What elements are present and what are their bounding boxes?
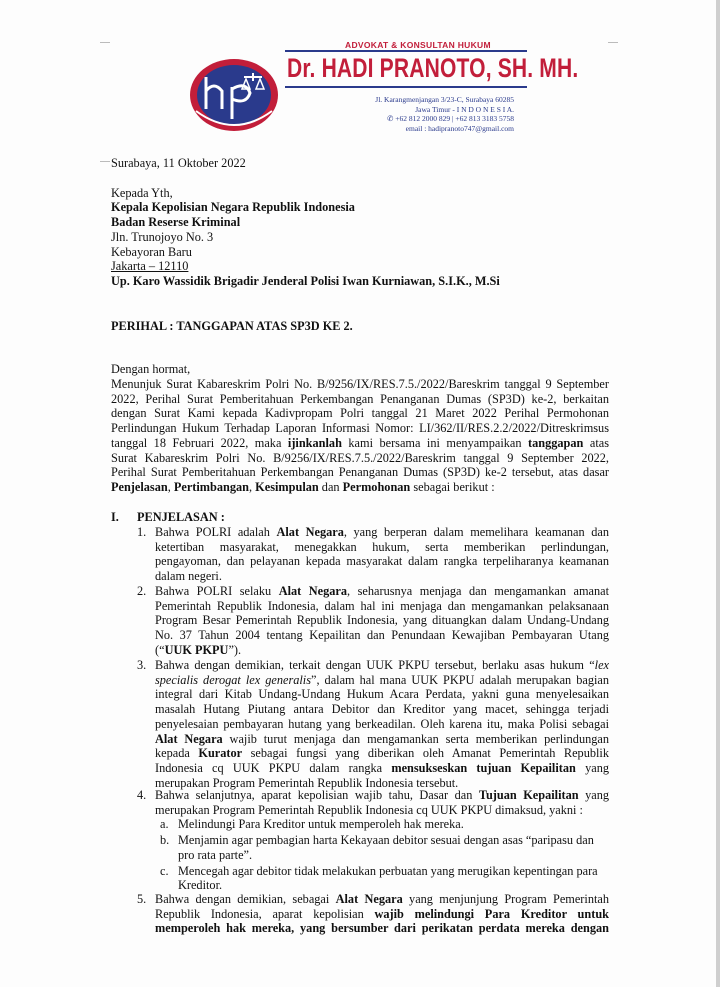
bold-text: Pertimbangan	[173, 479, 250, 494]
sub-item-line: Kreditor.	[178, 878, 223, 893]
bold-text: wajib melindungi Para Kreditor untuk	[374, 906, 609, 921]
list-item-line: masalah Hutang Piutang antara Debitor dan Kreditor yang macet, sehingga terjadi	[155, 702, 609, 717]
list-item-line: (“UUK PKPU”).	[155, 642, 242, 657]
bold-text: ijinkanlah	[287, 435, 342, 450]
date-line: Surabaya, 11 Oktober 2022	[111, 156, 246, 170]
letterhead-email: email : hadipranoto747@gmail.com	[405, 123, 514, 133]
sub-item-line: Menjamin agar pembagian harta Kekayaan debitor sesuai dengan asas “paripasu dan	[178, 833, 594, 848]
list-item-number: 5.	[137, 892, 147, 906]
list-item-line: specialis derogat lex generalis”, dalam hal mana UUK PKPU adalah merupakan bagian	[155, 672, 609, 687]
crop-mark	[608, 42, 618, 43]
intro-line: Penjelasan, Pertimbangan, Kesimpulan dan Permohonan sebagai berikut :	[111, 479, 495, 494]
list-item-line: Alat Negara wajib turut menjaga dan mengamankan serta memberikan perlindungan	[155, 731, 609, 746]
crop-mark	[100, 161, 110, 162]
bold-text: Alat Negara	[335, 892, 403, 906]
letterhead-rule	[285, 50, 527, 52]
italic-text: lex	[594, 658, 609, 672]
recipient-line: Kepala Kepolisian Negara Republik Indonesia	[111, 200, 355, 214]
intro-line: Perlindungan Hukum Terhadap Laporan Informasi Nomor: LI/362/II/RES.2.2/2022/Ditreskrimsus	[111, 421, 609, 436]
recipient-line: Badan Reserse Kriminal	[111, 215, 241, 229]
list-item-number: 2.	[137, 584, 147, 598]
sub-item-letter: a.	[160, 817, 169, 832]
recipient-line: Kebayoran Baru	[111, 245, 192, 259]
bold-text: Alat Negara	[278, 584, 348, 598]
list-item-line: Program Besar Pemerintah Republik Indonesia, yang dituangkan dalam Undang-Undang	[155, 613, 609, 628]
recipient-salutation: Kepada Yth,	[111, 186, 173, 200]
list-item-line: merupakan Program Pemerintah Republik Indonesia cq UUK PKPU dimaksud, yakni :	[155, 802, 583, 817]
list-item-line: Bahwa dengan demikian, terkait dengan UUK PKPU tersebut, berlaku asas hukum “lex	[155, 658, 609, 672]
recipient-attention: Up. Karo Wassidik Brigadir Jenderal Polisi Iwan Kurniawan, S.I.K., M.Si	[111, 274, 500, 288]
bold-text: memperoleh hak mereka, yang bersumber dari perikatan perdata mereka dengan	[155, 921, 609, 936]
hp-logo-icon	[188, 57, 280, 133]
list-item-number: 1.	[137, 525, 147, 539]
bold-text: mensukseskan tujuan Kepailitan	[391, 760, 576, 775]
letterhead-address-line: Jawa Timur - I N D O N E S I A.	[415, 104, 514, 114]
intro-line: Menunjuk Surat Kabareskrim Polri No. B/9256/IX/RES.7.5./2022/Bareskrim tanggal 9 September	[111, 377, 609, 391]
bold-text: Kesimpulan	[255, 479, 319, 494]
list-item-line: Pemerintah Republik Indonesia, dalam hal ini menjaga dan mengamankan pelaksanaan	[155, 598, 609, 613]
letterhead-title: ADVOKAT & KONSULTAN HUKUM	[345, 40, 491, 50]
list-item-line: Bahwa selanjutnya, aparat kepolisian wajib tahu, Dasar dan Tujuan Kepailitan yang	[155, 788, 609, 802]
page-edge-shadow	[716, 0, 720, 987]
recipient-line: Jln. Trunojoyo No. 3	[111, 230, 214, 244]
list-item-number: 3.	[137, 658, 147, 672]
bold-text: Kurator	[198, 746, 243, 761]
sub-item-letter: c.	[160, 863, 169, 878]
list-item-line: Bahwa POLRI selaku Alat Negara, seharusnya menjaga dan mengamankan amanat	[155, 584, 610, 598]
bold-text: tanggapan	[528, 435, 584, 450]
list-item-line: Bahwa POLRI adalah Alat Negara, yang berperan dalam memelihara keamanan dan	[155, 525, 609, 539]
bold-text: Permohonan	[342, 479, 411, 494]
list-item-line: Indonesia cq UUK PKPU dalam rangka mensukseskan tujuan Kepailitan yang	[155, 760, 609, 775]
letterhead-phones: ✆ +62 812 2000 829 | +62 813 3183 5758	[387, 114, 514, 124]
bold-text: UUK PKPU	[164, 642, 229, 657]
intro-line: dengan Surat Kami kepada Kadivpropam Polri tanggal 21 Maret 2022 Perihal Permohonan	[111, 406, 609, 421]
list-item-line: kepada Kurator sebagai fungsi yang diberikan oleh Amanat Pemerintah Republik	[155, 746, 609, 761]
list-item-line: Republik Indonesia, aparat kepolisian wajib melindungi Para Kreditor untuk	[155, 906, 609, 921]
bold-text: Alat Negara	[155, 731, 223, 746]
bold-text: Penjelasan	[111, 479, 168, 494]
letterhead-address-line: Jl. Karangmenjangan 3/23-C, Surabaya 60285	[375, 95, 514, 104]
sub-item-line: pro rata parte”.	[178, 847, 253, 862]
bold-text: Tujuan Kepailitan	[478, 788, 579, 802]
letterhead-name: Dr. HADI PRANOTO, SH. MH.	[287, 53, 579, 83]
list-item-line: No. 37 Tahun 2004 tentang Kepailitan dan Penundaan Kewajiban Pembayaran Utang	[155, 628, 609, 643]
list-item-number: 4.	[137, 788, 147, 802]
list-item-line: dalam negeri.	[155, 569, 222, 584]
list-item-line	[155, 921, 609, 936]
list-item-line: integral dari Kitab Undang-Undang Hukum Acara Perdata, yakni guna menyelesaikan	[155, 687, 609, 702]
greeting: Dengan hormat,	[111, 362, 191, 376]
list-item-line: Bahwa dengan demikian, sebagai Alat Negara yang menjunjung Program Pemerintah	[155, 892, 609, 906]
list-item-line: pengayoman, dan pelayanan kepada masyarakat dalam rangka terpeliharanya keamanan	[155, 554, 609, 569]
sub-item-letter: b.	[160, 833, 170, 848]
intro-line: Perihal Surat Pemberitahuan Perkembangan Penanganan Dumas (SP3D) ke-2 tersebut, atas dasar	[111, 465, 609, 480]
list-item-line: penyelesaian pembayaran hutang yang berkeadilan. Oleh karena itu, maka Polisi sebagai	[155, 716, 609, 731]
intro-line: tanggal 18 Februari 2022, maka ijinkanlah kami bersama ini menyampaikan tanggapan atas	[111, 435, 609, 450]
bold-text: Alat Negara	[276, 525, 344, 539]
letterhead-rule	[285, 86, 527, 88]
recipient-line: Jakarta – 12110	[111, 259, 189, 273]
subject-line: PERIHAL : TANGGAPAN ATAS SP3D KE 2.	[111, 319, 353, 333]
intro-line: Surat Kabareskrim Polri No. B/9256/IX/RES.7.5./2022/Bareskrim tanggal 9 September 2022,	[111, 450, 609, 465]
list-item-line: merupakan Program Pemerintah Republik Indonesia tersebut.	[155, 775, 459, 790]
section-number: I.	[111, 510, 119, 524]
crop-mark	[100, 42, 110, 43]
sub-item-line: Mencegah agar debitor tidak melakukan perbuatan yang merugikan kepentingan para	[178, 863, 598, 878]
section-title: PENJELASAN :	[137, 510, 225, 524]
sub-item-line: Melindungi Para Kreditor untuk memperoleh hak mereka.	[178, 817, 464, 832]
intro-line: 2022, Perihal Surat Pemberitahuan Perkembangan Penanganan Dumas (SP3D) ke-2, berkaitan	[111, 391, 609, 406]
list-item-line: ketertiban masyarakat, menegakkan hukum, serta memberikan perlindungan,	[155, 539, 609, 554]
italic-text: specialis derogat lex generalis	[155, 672, 311, 687]
